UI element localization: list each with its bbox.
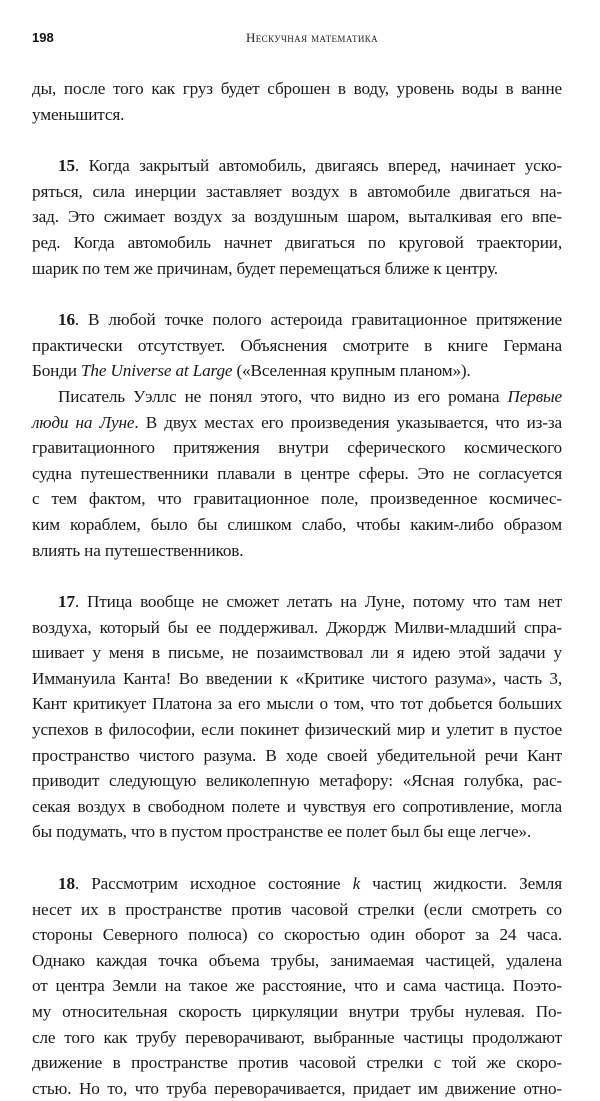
paragraph-gap bbox=[32, 127, 562, 153]
text-line: успехов в философии, если покинет физический мир и улетит в пустое bbox=[32, 720, 562, 740]
paragraph-gap bbox=[32, 281, 562, 307]
paragraph-gap bbox=[32, 563, 562, 589]
text-line: Кант критикует Платона за его мысли о том, что тот добьется больших bbox=[32, 694, 562, 714]
text-line: секая воздух в свободном полете и чувствуя его сопротивление, могла bbox=[32, 796, 562, 816]
text-line: стороны Северного полюса) со скоростью один оборот за 24 часа. bbox=[32, 925, 562, 945]
running-title: Нескучная математика bbox=[245, 30, 379, 45]
page-body bbox=[32, 76, 562, 1101]
answer-number: 18 bbox=[58, 874, 75, 894]
text-line: Писатель Уэллс не понял этого, что видно из его романа Первые bbox=[58, 386, 562, 406]
answer-number: 17 bbox=[58, 592, 75, 612]
text-line: шарик по тем же причинам, будет перемещаться ближе к центру. bbox=[32, 258, 498, 278]
text-line: бы подумать, что в пустом пространстве ее полет был бы еще легче». bbox=[32, 822, 532, 842]
text-line: ряться, сила инерции заставляет воздух в автомобиле двигаться на- bbox=[32, 181, 562, 201]
paragraph-gap bbox=[32, 845, 562, 871]
answer-number: 16 bbox=[58, 310, 75, 330]
novel-title: Первые bbox=[507, 386, 562, 406]
text-line: Иммануила Канта! Во введении к «Критике чистого разума», часть 3, bbox=[32, 668, 562, 688]
answer-17 bbox=[32, 589, 562, 845]
text-line: стью. Но то, что труба переворачивается, придает им движение отно- bbox=[32, 1078, 562, 1098]
text-line: практически отсутствует. Объяснения смотрите в книге Германа bbox=[32, 335, 562, 355]
novel-title: люди на Луне bbox=[32, 412, 135, 432]
text-line: зад. Это сжимает воздух за воздушным шаром, выталкивая его впе- bbox=[32, 207, 562, 227]
text-line: 17. Птица вообще не сможет летать на Луне, потому что там нет bbox=[58, 592, 562, 612]
answer-18 bbox=[32, 871, 562, 1101]
text-line: 15. Когда закрытый автомобиль, двигаясь вперед, начинает уско- bbox=[58, 156, 562, 176]
text-line: люди на Луне. В двух местах его произведения указывается, что из-за bbox=[32, 412, 562, 432]
text-line: судна путешественники плавали в центре сферы. Это не согласуется bbox=[32, 463, 562, 483]
text-line: ким кораблем, было бы слишком слабо, чтобы каким-либо образом bbox=[32, 514, 562, 534]
text-line: Бонди The Universe at Large («Вселенная крупным планом»). bbox=[32, 361, 471, 381]
text-line: уменьшится. bbox=[32, 104, 125, 124]
text-line: с тем фактом, что гравитационное поле, произведенное космичес- bbox=[32, 489, 562, 509]
answer-15 bbox=[32, 153, 562, 281]
text-line: влиять на путешественников. bbox=[32, 540, 244, 560]
text-line: сле того как трубу переворачивают, выбранные частицы продолжают bbox=[32, 1027, 562, 1047]
text-line: му относительная скорость циркуляции внутри трубы нулевая. По- bbox=[32, 1002, 562, 1021]
text-line: 16. В любой точке полого астероида гравитационное притяжение bbox=[58, 310, 562, 330]
text-line: приводит следующую великолепную метафору: «Ясная голубка, рас- bbox=[32, 771, 562, 791]
text-line: движение в пространстве против часовой стрелки с той же скоро- bbox=[32, 1053, 562, 1073]
text-line: шивает у меня в письме, не позаимствовал ли я идею этой задачи у bbox=[32, 643, 562, 663]
page-number: 198 bbox=[32, 30, 54, 45]
book-title: The Universe at Large bbox=[81, 361, 233, 381]
text-line: от центра Земли на такое же расстояние, что и сама частица. Поэто- bbox=[32, 976, 562, 996]
page-header bbox=[32, 30, 562, 50]
text-line: воздуха, который бы ее поддерживал. Джордж Милви-младший спра- bbox=[32, 617, 562, 637]
text-line: несет их в пространстве против часовой стрелки (если смотреть со bbox=[32, 899, 562, 919]
text-line: ды, после того как груз будет сброшен в воду, уровень воды в ванне bbox=[32, 79, 562, 98]
text-line: пространство чистого разума. В ходе своей убедительной речи Кант bbox=[32, 745, 562, 765]
text-line: Однако каждая точка объема трубы, занимаемая частицей, удалена bbox=[32, 950, 562, 970]
answer-16 bbox=[32, 307, 562, 563]
text-line: гравитационного притяжения внутри сферического космического bbox=[32, 438, 562, 458]
variable-k: k bbox=[352, 874, 361, 894]
text-line: 18. Рассмотрим исходное состояние k частиц жидкости. Земля bbox=[58, 874, 562, 894]
text-line: ред. Когда автомобиль начнет двигаться по круговой траектории, bbox=[32, 232, 562, 252]
answer-number: 15 bbox=[58, 156, 75, 176]
